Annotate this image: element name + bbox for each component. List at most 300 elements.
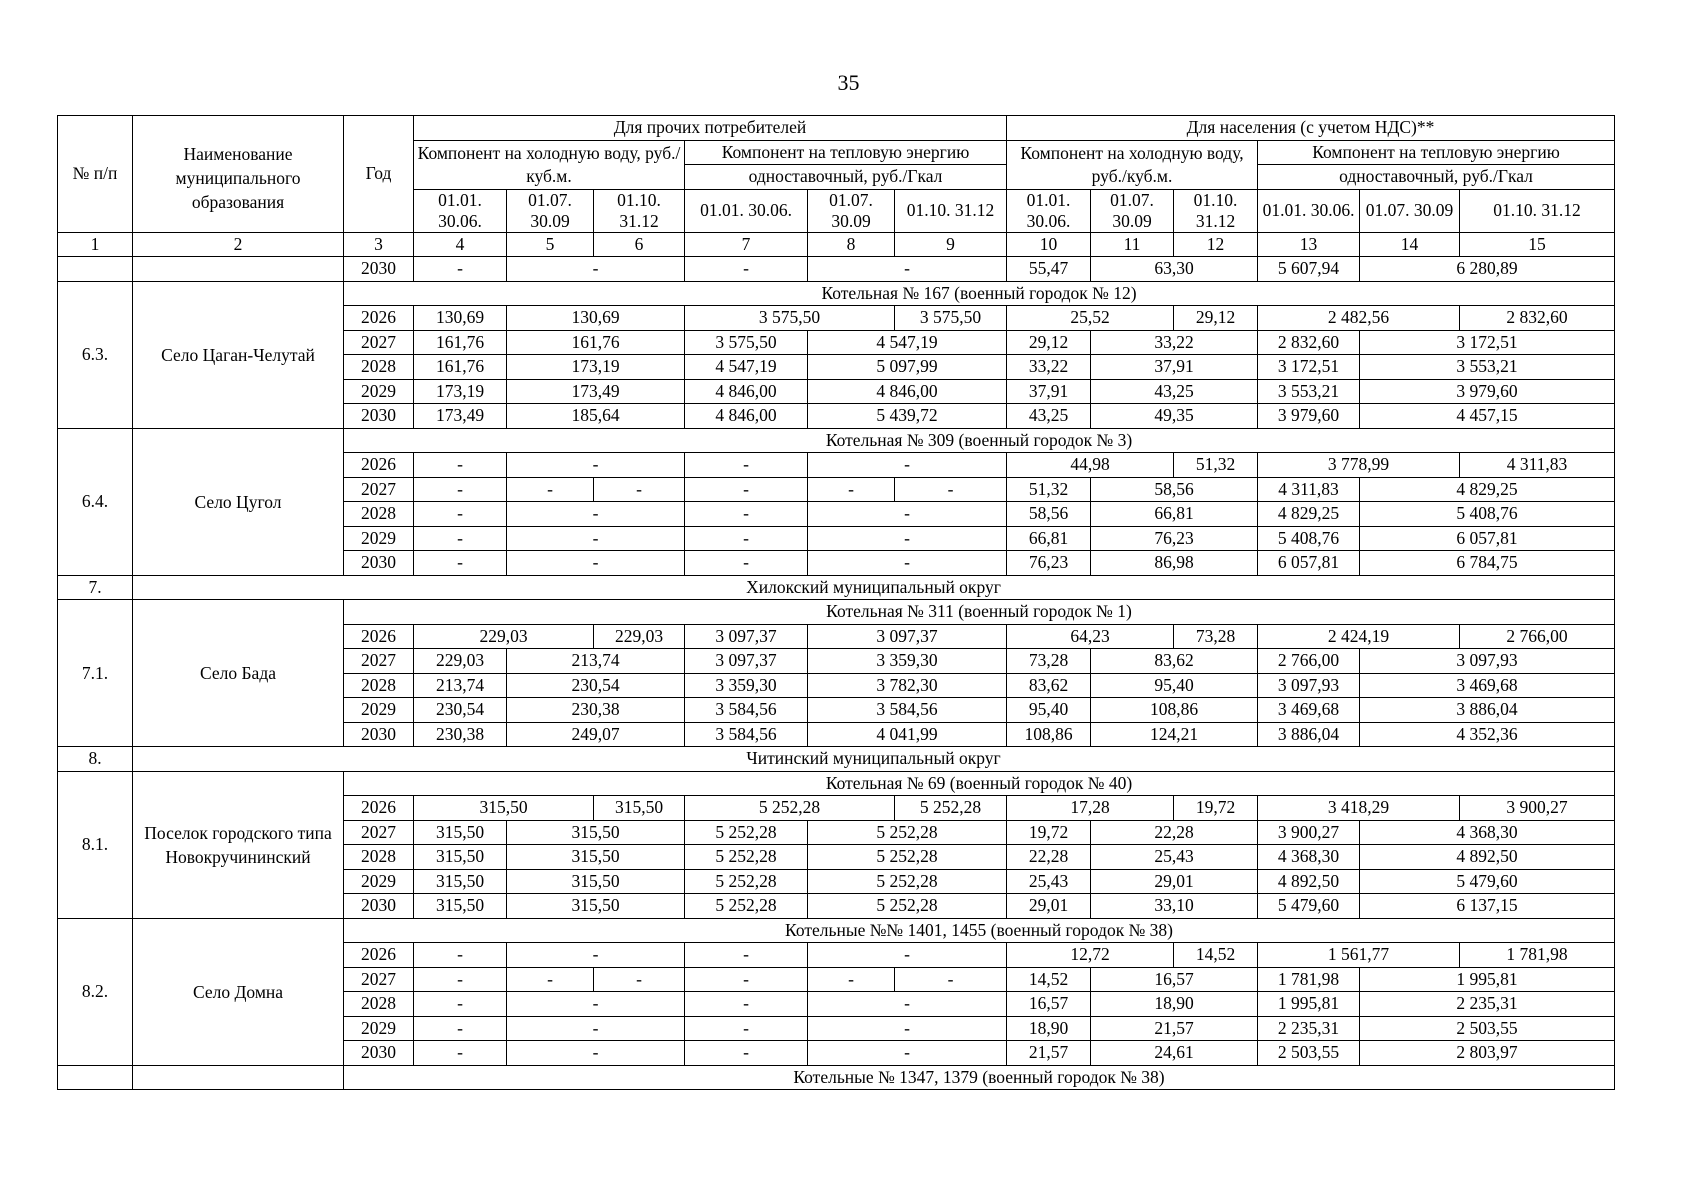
municipality-name: Село Цугол [133,428,344,575]
year-cell: 2026 [344,796,414,821]
table-cell: 64,23 [1007,624,1174,649]
year-cell: 2028 [344,673,414,698]
table-cell: 2 424,19 [1258,624,1460,649]
empty-cell [58,1065,133,1090]
table-cell: 5 252,28 [808,869,1007,894]
table-cell: 2 235,31 [1360,992,1615,1017]
table-cell: 3 097,37 [685,624,808,649]
boiler-title: Котельные №№ 1401, 1455 (военный городок № 38) [344,918,1615,943]
boiler-row [58,771,1615,796]
table-cell: - [414,943,507,968]
table-cell: 3 097,37 [808,624,1007,649]
table-cell: 173,19 [414,379,507,404]
table-cell: 173,19 [507,355,685,380]
table-cell: - [685,526,808,551]
boiler-row [58,281,1615,306]
table-cell: 3 575,50 [895,306,1007,331]
table-cell: 3 778,99 [1258,453,1460,478]
period-header: 01.01. 30.06. [1258,189,1360,232]
table-cell: 16,57 [1007,992,1091,1017]
boiler-title: Котельная № 69 (военный городок № 40) [344,771,1615,796]
table-cell: 2 832,60 [1258,330,1360,355]
table-cell: 25,43 [1091,845,1258,870]
table-cell: - [507,992,685,1017]
table-cell: 161,76 [507,330,685,355]
table-cell: 4 892,50 [1360,845,1615,870]
table-cell: 6 057,81 [1360,526,1615,551]
table-cell: 19,72 [1174,796,1258,821]
table-cell: 5 607,94 [1258,257,1360,282]
table-cell: - [414,551,507,576]
year-cell: 2029 [344,1016,414,1041]
year-cell: 2026 [344,453,414,478]
table-cell: - [507,502,685,527]
header-municipality: Наименование муниципального образования [133,116,344,233]
boiler-row [58,1065,1615,1090]
table-cell: 4 457,15 [1360,404,1615,429]
column-number: 6 [594,232,685,257]
table-cell: 5 408,76 [1360,502,1615,527]
table-cell: 3 469,68 [1258,698,1360,723]
municipality-name: Село Бада [133,600,344,747]
table-cell: 86,98 [1091,551,1258,576]
table-cell: 17,28 [1007,796,1174,821]
boiler-title: Котельная № 167 (военный городок № 12) [344,281,1615,306]
table-cell: - [808,257,1007,282]
table-cell: 63,30 [1091,257,1258,282]
table-cell: 3 782,30 [808,673,1007,698]
table-cell: 315,50 [507,820,685,845]
table-cell: 3 097,93 [1258,673,1360,698]
year-cell: 2029 [344,869,414,894]
column-number: 15 [1460,232,1615,257]
period-header: 01.07. 30.09 [808,189,895,232]
table-cell: 3 097,93 [1360,649,1615,674]
empty-cell [58,257,133,282]
table-cell: 3 979,60 [1258,404,1360,429]
table-cell: - [414,967,507,992]
table-cell: - [414,453,507,478]
table-cell: 3 553,21 [1258,379,1360,404]
table-cell: 3 553,21 [1360,355,1615,380]
year-cell: 2028 [344,992,414,1017]
table-cell: 5 252,28 [808,894,1007,919]
table-cell: - [414,257,507,282]
district-number: 7. [58,575,133,600]
header-cold-water-population: Компонент на холодную воду, руб./куб.м. [1007,140,1258,189]
table-cell: 19,72 [1007,820,1091,845]
table-cell: 161,76 [414,355,507,380]
table-cell: 230,38 [414,722,507,747]
period-header: 01.07. 30.09 [1091,189,1174,232]
table-cell: 3 172,51 [1258,355,1360,380]
table-cell: 173,49 [507,379,685,404]
table-cell: 21,57 [1091,1016,1258,1041]
table-cell: 33,10 [1091,894,1258,919]
header-other-consumers: Для прочих потребителей [414,116,1007,141]
table-cell: 229,03 [414,624,594,649]
boiler-title: Котельная № 309 (военный городок № 3) [344,428,1615,453]
table-cell: 4 829,25 [1258,502,1360,527]
table-cell: 51,32 [1007,477,1091,502]
district-row [58,575,1615,600]
year-cell: 2030 [344,551,414,576]
table-cell: - [808,1041,1007,1066]
table-cell: - [685,1016,808,1041]
table-cell: 315,50 [414,845,507,870]
table-cell: 3 575,50 [685,330,808,355]
table-cell: 6 137,15 [1360,894,1615,919]
table-cell: 4 547,19 [808,330,1007,355]
table-cell: 5 252,28 [685,894,808,919]
table-cell: 124,21 [1091,722,1258,747]
year-cell: 2030 [344,894,414,919]
table-cell: 73,28 [1174,624,1258,649]
table-cell: 130,69 [414,306,507,331]
table-cell: 43,25 [1091,379,1258,404]
table-cell: - [685,257,808,282]
boiler-title: Котельная № 311 (военный городок № 1) [344,600,1615,625]
period-header: 01.07. 30.09 [1360,189,1460,232]
table-cell: 37,91 [1091,355,1258,380]
municipality-name: Поселок городского типа Новокручининский [133,771,344,918]
table-cell: 73,28 [1007,649,1091,674]
table-cell: 18,90 [1007,1016,1091,1041]
period-header: 01.01. 30.06. [414,189,507,232]
table-cell: 315,50 [414,894,507,919]
table-cell: - [507,551,685,576]
period-header: 01.10. 31.12 [1460,189,1615,232]
table-cell: 95,40 [1007,698,1091,723]
table-cell: - [808,453,1007,478]
table-cell: - [507,526,685,551]
table-cell: 315,50 [507,894,685,919]
column-number-row [58,232,1615,257]
table-cell: 55,47 [1007,257,1091,282]
table-cell: 83,62 [1007,673,1091,698]
table-cell: 3 575,50 [685,306,895,331]
table-cell: 3 418,29 [1258,796,1460,821]
boiler-row [58,428,1615,453]
year-cell: 2027 [344,820,414,845]
section-number: 8.1. [58,771,133,918]
table-cell: 1 781,98 [1258,967,1360,992]
table-cell: 24,61 [1091,1041,1258,1066]
table-cell: 6 280,89 [1360,257,1615,282]
table-cell: 130,69 [507,306,685,331]
table-cell: 315,50 [414,869,507,894]
table-cell: - [808,992,1007,1017]
column-number: 7 [685,232,808,257]
table-cell: 2 503,55 [1258,1041,1360,1066]
district-title: Читинский муниципальный округ [133,747,1615,772]
table-cell: 229,03 [594,624,685,649]
year-cell: 2028 [344,355,414,380]
year-cell: 2029 [344,379,414,404]
table-cell: 2 766,00 [1258,649,1360,674]
table-cell: 83,62 [1091,649,1258,674]
table-cell: - [808,1016,1007,1041]
table-cell: 3 097,37 [685,649,808,674]
table-cell: 185,64 [507,404,685,429]
year-cell: 2030 [344,404,414,429]
year-cell: 2030 [344,257,414,282]
header-heat-population-unit: одноставочный, руб./Гкал [1258,165,1615,190]
table-cell: 108,86 [1091,698,1258,723]
table-cell: 3 900,27 [1460,796,1615,821]
table-cell: 2 503,55 [1360,1016,1615,1041]
table-cell: 4 041,99 [808,722,1007,747]
table-cell: 230,38 [507,698,685,723]
table-cell: - [895,967,1007,992]
column-number: 2 [133,232,344,257]
table-cell: - [507,257,685,282]
table-cell: 3 900,27 [1258,820,1360,845]
table-cell: 12,72 [1007,943,1174,968]
table-cell: - [685,992,808,1017]
municipality-name: Село Цаган-Челутай [133,281,344,428]
column-number: 3 [344,232,414,257]
table-cell: 5 439,72 [808,404,1007,429]
table-cell: 76,23 [1007,551,1091,576]
table-cell: 4 846,00 [685,404,808,429]
tariff-table [57,115,1615,1090]
column-number: 9 [895,232,1007,257]
table-cell: 16,57 [1091,967,1258,992]
table-cell: 3 886,04 [1360,698,1615,723]
table-cell: 21,57 [1007,1041,1091,1066]
period-header: 01.10. 31.12 [594,189,685,232]
period-header: 01.01. 30.06. [685,189,808,232]
table-cell: 76,23 [1091,526,1258,551]
table-cell: 1 781,98 [1460,943,1615,968]
column-number: 1 [58,232,133,257]
table-cell: 108,86 [1007,722,1091,747]
period-header: 01.10. 31.12 [1174,189,1258,232]
table-cell: - [808,551,1007,576]
table-cell: 3 886,04 [1258,722,1360,747]
table-cell: - [414,992,507,1017]
section-number: 6.4. [58,428,133,575]
table-cell: 43,25 [1007,404,1091,429]
table-cell: 18,90 [1091,992,1258,1017]
table-cell: 33,22 [1007,355,1091,380]
district-row [58,747,1615,772]
district-number: 8. [58,747,133,772]
table-cell: 3 584,56 [685,698,808,723]
table-cell: - [507,1016,685,1041]
header-number: № п/п [58,116,133,233]
table-cell: 95,40 [1091,673,1258,698]
table-cell: 33,22 [1091,330,1258,355]
table-cell: 22,28 [1007,845,1091,870]
table-cell: 5 252,28 [685,796,895,821]
table-cell: 2 766,00 [1460,624,1615,649]
table-cell: 213,74 [507,649,685,674]
table-cell: 230,54 [414,698,507,723]
table-cell: 3 359,30 [685,673,808,698]
table-cell: 58,56 [1091,477,1258,502]
table-cell: 5 479,60 [1360,869,1615,894]
table-cell: 5 252,28 [685,820,808,845]
table-cell: - [594,967,685,992]
section-number: 7.1. [58,600,133,747]
table-cell: 5 252,28 [685,869,808,894]
table-cell: 5 408,76 [1258,526,1360,551]
column-number: 13 [1258,232,1360,257]
empty-cell [133,257,344,282]
table-cell: 2 803,97 [1360,1041,1615,1066]
column-number: 5 [507,232,594,257]
table-cell: - [685,551,808,576]
table-cell: - [685,453,808,478]
period-header: 01.10. 31.12 [895,189,1007,232]
table-cell: 5 097,99 [808,355,1007,380]
table-cell: 5 252,28 [808,845,1007,870]
year-cell: 2026 [344,306,414,331]
table-cell: 4 311,83 [1258,477,1360,502]
table-cell: 14,52 [1007,967,1091,992]
table-cell: 1 995,81 [1360,967,1615,992]
table-cell: 25,43 [1007,869,1091,894]
table-cell: 315,50 [414,820,507,845]
table-cell: 3 584,56 [808,698,1007,723]
table-cell: - [685,943,808,968]
table-cell: 4 829,25 [1360,477,1615,502]
header-heat-population: Компонент на тепловую энергию [1258,140,1615,165]
table-cell: 2 235,31 [1258,1016,1360,1041]
table-row [58,257,1615,282]
header-population: Для населения (с учетом НДС)** [1007,116,1615,141]
table-cell: - [414,1041,507,1066]
table-cell: 4 846,00 [685,379,808,404]
table-cell: 4 368,30 [1360,820,1615,845]
table-cell: 315,50 [414,796,594,821]
header-cold-water-other: Компонент на холодную воду, руб./куб.м. [414,140,685,189]
column-number: 12 [1174,232,1258,257]
header-year: Год [344,116,414,233]
period-header: 01.01. 30.06. [1007,189,1091,232]
year-cell: 2026 [344,943,414,968]
table-cell: 5 252,28 [808,820,1007,845]
table-cell: 14,52 [1174,943,1258,968]
column-number: 14 [1360,232,1460,257]
table-cell: 4 846,00 [808,379,1007,404]
table-cell: 2 832,60 [1460,306,1615,331]
column-number: 11 [1091,232,1174,257]
empty-cell [133,1065,344,1090]
period-header: 01.07. 30.09 [507,189,594,232]
table-cell: 1 995,81 [1258,992,1360,1017]
table-cell: 51,32 [1174,453,1258,478]
table-cell: 315,50 [507,869,685,894]
section-number: 8.2. [58,918,133,1065]
table-cell: - [895,477,1007,502]
table-cell: - [507,967,594,992]
year-cell: 2027 [344,967,414,992]
table-cell: - [808,502,1007,527]
section-number: 6.3. [58,281,133,428]
boiler-title: Котельные № 1347, 1379 (военный городок № 38) [344,1065,1615,1090]
year-cell: 2028 [344,845,414,870]
year-cell: 2027 [344,649,414,674]
table-cell: - [808,477,895,502]
table-cell: 66,81 [1091,502,1258,527]
table-cell: 4 547,19 [685,355,808,380]
year-cell: 2029 [344,526,414,551]
table-cell: - [808,943,1007,968]
table-cell: - [414,477,507,502]
table-cell: 249,07 [507,722,685,747]
column-number: 4 [414,232,507,257]
table-cell: 37,91 [1007,379,1091,404]
table-cell: 2 482,56 [1258,306,1460,331]
column-number: 10 [1007,232,1091,257]
table-cell: - [685,967,808,992]
table-cell: 229,03 [414,649,507,674]
table-cell: 3 172,51 [1360,330,1615,355]
table-cell: - [507,943,685,968]
table-cell: - [414,526,507,551]
table-cell: 3 469,68 [1360,673,1615,698]
column-number: 8 [808,232,895,257]
year-cell: 2027 [344,477,414,502]
table-cell: - [414,1016,507,1041]
district-title: Хилокский муниципальный округ [133,575,1615,600]
table-cell: - [808,967,895,992]
table-cell: 66,81 [1007,526,1091,551]
table-cell: 4 368,30 [1258,845,1360,870]
table-cell: 230,54 [507,673,685,698]
year-cell: 2028 [344,502,414,527]
table-cell: 29,01 [1007,894,1091,919]
table-cell: - [507,1041,685,1066]
boiler-row [58,918,1615,943]
year-cell: 2030 [344,1041,414,1066]
table-cell: 25,52 [1007,306,1174,331]
table-cell: 5 252,28 [685,845,808,870]
boiler-row [58,600,1615,625]
table-cell: - [685,1041,808,1066]
table-cell: 4 352,36 [1360,722,1615,747]
table-cell: 4 311,83 [1460,453,1615,478]
table-cell: 5 479,60 [1258,894,1360,919]
header-heat-other: Компонент на тепловую энергию [685,140,1007,165]
table-cell: 29,12 [1007,330,1091,355]
header-heat-other-unit: одноставочный, руб./Гкал [685,165,1007,190]
table-cell: 22,28 [1091,820,1258,845]
table-cell: 29,12 [1174,306,1258,331]
year-cell: 2026 [344,624,414,649]
table-cell: 315,50 [594,796,685,821]
table-cell: 6 057,81 [1258,551,1360,576]
table-cell: 3 359,30 [808,649,1007,674]
table-cell: 213,74 [414,673,507,698]
table-cell: 1 561,77 [1258,943,1460,968]
table-cell: 5 252,28 [895,796,1007,821]
table-cell: 4 892,50 [1258,869,1360,894]
year-cell: 2030 [344,722,414,747]
table-cell: 315,50 [507,845,685,870]
page-number: 35 [837,70,860,95]
table-cell: 3 584,56 [685,722,808,747]
table-cell: - [808,526,1007,551]
table-cell: - [414,502,507,527]
year-cell: 2027 [344,330,414,355]
table-cell: 173,49 [414,404,507,429]
table-cell: 49,35 [1091,404,1258,429]
table-cell: 3 979,60 [1360,379,1615,404]
